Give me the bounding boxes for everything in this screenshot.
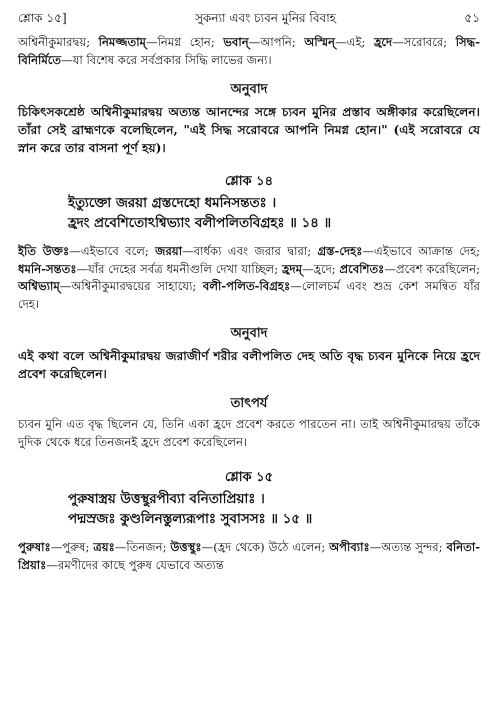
translation-heading: অনুবাদ xyxy=(230,82,268,97)
syn-word: পুরুষাঃ xyxy=(18,540,51,554)
page-number: ৫১ xyxy=(464,11,480,25)
syn-text: —প্রবেশ করেছিলেন; xyxy=(384,261,480,276)
translation-heading: অনুবাদ xyxy=(230,326,268,341)
syn-text: —অত্যন্ত সুন্দর; xyxy=(369,540,447,554)
syn-text: —নিমগ্ন হোন; xyxy=(146,35,224,49)
document-page xyxy=(18,10,480,574)
syn-word: নিমজ্জতাম্ xyxy=(98,35,146,49)
syn-word: সিদ্ধ-বিনির্মিতে xyxy=(18,35,481,67)
syn-text: —বার্ধক্য এবং জরার দ্বারা; xyxy=(182,244,318,258)
header-verse-ref: শ্লোক ১৫] xyxy=(18,11,67,25)
verse-line: হ্রদং প্রবেশিতোঽশ্বিভ্যাং বলীপলিতবিগ্রহঃ ॥ ১৪ ॥ xyxy=(68,215,332,231)
syn-word: হ্রদম্ xyxy=(282,261,303,276)
verse-heading: শ্লোক ১৫ xyxy=(224,470,274,485)
syn-word: উত্তস্থুঃ xyxy=(170,540,202,554)
syn-text: —যাঁর দেহের সর্বত্র ধমনীগুলি দেখা যাচ্ছিল; xyxy=(76,261,283,276)
running-header xyxy=(18,10,480,26)
purport-heading: তাৎপর্য xyxy=(230,396,268,411)
syn-word: ইতি উক্তঃ xyxy=(18,244,70,258)
syn-word: ত্রয়ঃ xyxy=(93,540,115,554)
syn-text: —পুরুষ; xyxy=(50,540,94,554)
syn-word: জরয়া xyxy=(155,244,183,258)
translation-text: এই কথা বলে অশ্বিনীকুমারদ্বয় জরাজীর্ণ শরীর বলীপলিত দেহ অতি বৃদ্ধ চ্যবন মুনিকে নিয়ে হ্রদে প্রবেশ করেছিলেন। xyxy=(18,349,480,381)
syn-word: বলী-পলিত-বিগ্রহঃ xyxy=(202,279,291,293)
syn-word: হ্রদে xyxy=(373,35,393,49)
syn-word: বনিতা-প্রিয়াঃ xyxy=(18,540,481,572)
header-chapter-title: সুকন্যা এবং চ্যবন মুনির বিবাহ xyxy=(195,11,336,25)
verse-line: পুরুষাস্ত্রয় উত্তস্থুরপীব্যা বনিতাপ্রিয়াঃ । xyxy=(68,491,265,507)
syn-text: —অশ্বিনীকুমারদ্বয়ের সাহায্যে; xyxy=(59,279,203,293)
verse-heading: শ্লোক ১৪ xyxy=(224,174,274,189)
syn-text: অশ্বিনীকুমারদ্বয়; xyxy=(18,35,99,49)
syn-text: —যা বিশেষ করে সর্বপ্রকার সিদ্ধি লাভের জন্য। xyxy=(61,52,272,67)
syn-text: —(হ্রদ থেকে) উঠে এলেন; xyxy=(201,540,326,554)
word-for-word-synonyms xyxy=(18,539,480,574)
word-for-word-synonyms xyxy=(18,243,480,313)
syn-text: —আপনি; xyxy=(248,35,305,49)
verse-line: ইত্যুক্তো জরয়া গ্রস্তদেহো ধমনিসন্ততঃ । xyxy=(68,195,277,211)
syn-word: অপীব্যাঃ xyxy=(329,540,370,554)
translation-text: চিকিৎসকশ্রেষ্ঠ অশ্বিনীকুমারদ্বয় অত্যন্ত আনন্দের সঙ্গে চ্যবন মুনির প্রস্তাব অঙ্গীকার করেছিলেন। তাঁরা সেই ব্রাহ্মণকে বলেছিলেন, "এই সিদ্ধ সরোবরে আপনি নিমগ্ন হোন।" (এই সরোবরে যে স্নান করে তার বাসনা পূর্ণ হয়)। xyxy=(18,105,480,155)
purport-text: চ্যবন মুনি এত বৃদ্ধ ছিলেন যে, তিনি একা হ্রদে প্রবেশ করতে পারতেন না। তাই অশ্বিনীকুমারদ্বয় তাঁকে দুদিক থেকে ধরে তিনজনই হ্রদে প্রবেশ করেছিলেন। xyxy=(18,417,480,449)
syn-text: —লোলচর্ম এবং শুভ্র কেশ সমন্বিত যাঁর দেহ। xyxy=(18,279,480,311)
syn-word: প্রবেশিতঃ xyxy=(339,261,385,276)
synonyms-continued xyxy=(18,34,480,69)
syn-word: ধমনি-সন্ততঃ xyxy=(18,261,77,276)
syn-word: অস্মিন্ xyxy=(304,35,336,49)
syn-word: অশ্বিভ্যাম্ xyxy=(18,279,60,293)
syn-word: ভবান্ xyxy=(223,35,249,49)
syn-text: —এইভাবে আক্রান্ত দেহ; xyxy=(362,244,480,258)
syn-text: —এইভাবে বলে; xyxy=(69,244,156,258)
syn-word: গ্রস্ত-দেহঃ xyxy=(317,244,363,258)
syn-text: —সরোবরে; xyxy=(392,35,456,49)
syn-text: —এই; xyxy=(335,35,366,49)
syn-text: —রমণীদের কাছে পুরুষ যেভাবে অত্যন্ত xyxy=(46,557,224,572)
syn-text: —হ্রদে; xyxy=(302,261,340,276)
verse-line: পদ্মস্রজঃ কুণ্ডলিনস্তুল্যরূপাঃ সুবাসসঃ ॥ ১৫ ॥ xyxy=(68,511,313,527)
syn-text: —তিনজন; xyxy=(114,540,171,554)
